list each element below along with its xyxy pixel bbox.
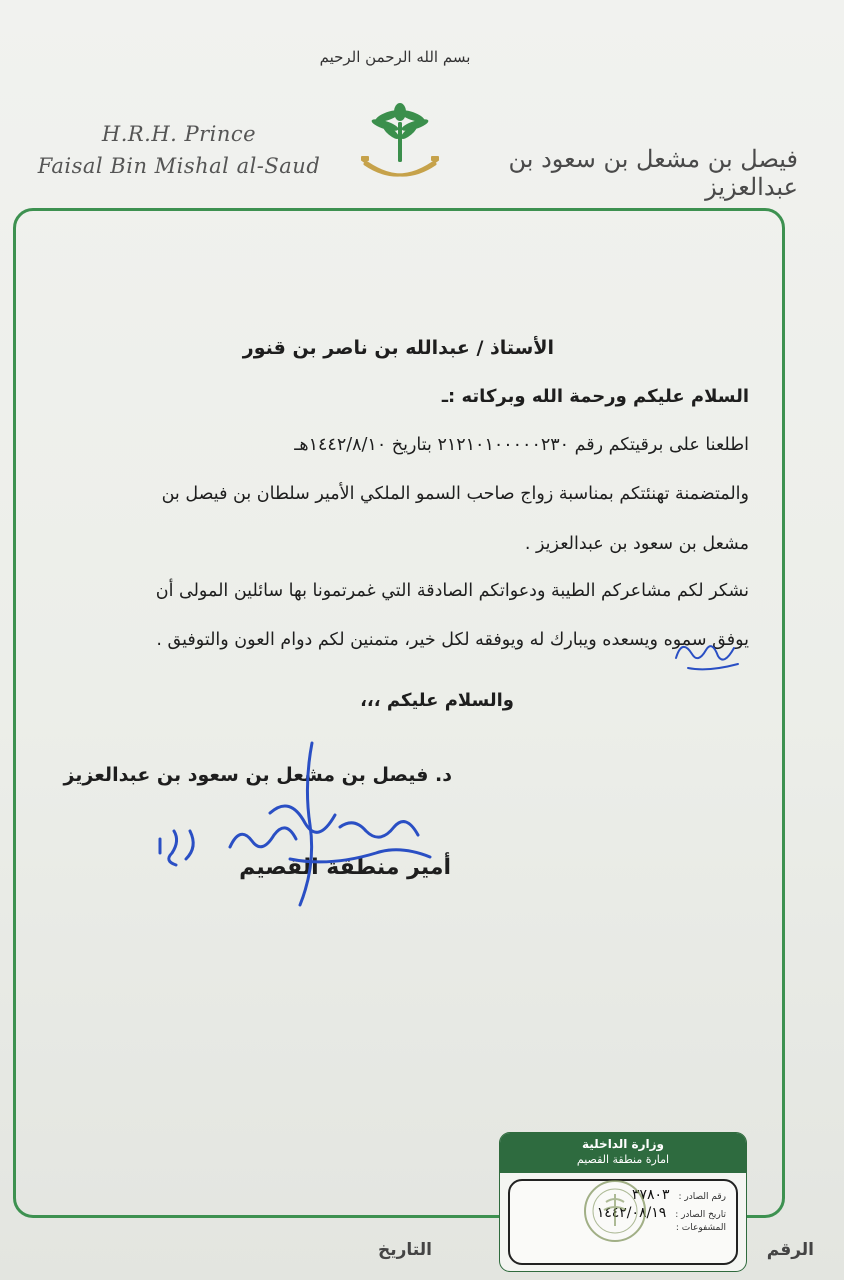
arabic-letterhead-name: فيصل بن مشعل بن سعود بن عبدالعزيز	[508, 145, 798, 201]
signatory-name: د. فيصل بن مشعل بن سعود بن عبدالعزيز	[63, 764, 452, 786]
english-letterhead	[24, 118, 334, 182]
english-title-line1: H.R.H. Prince	[101, 122, 257, 146]
greeting: السلام عليكم ورحمة الله وبركاته :ـ	[441, 386, 749, 407]
handwritten-initial	[668, 628, 748, 678]
english-title-line2: Faisal Bin Mishal al-Saud	[37, 154, 321, 178]
outgoing-number-value: ٣٧٨٠٣	[631, 1187, 670, 1203]
footer-date-label: التاريخ	[378, 1240, 432, 1260]
handwritten-signature	[140, 735, 470, 935]
stamp-header	[500, 1133, 746, 1173]
stamp-ministry: وزارة الداخلية	[581, 1137, 665, 1151]
outgoing-date-value: ١٤٤٢/٠٨/١٩	[596, 1205, 667, 1221]
outgoing-date-label: تاريخ الصادر :	[675, 1210, 726, 1220]
body-line: يوفق سموه ويسعده ويبارك له ويوفقه لكل خير، متمنين لكم دوام العون والتوفيق .	[156, 630, 749, 650]
basmala: بسم الله الرحمن الرحيم	[319, 48, 471, 66]
body-line: نشكر لكم مشاعركم الطيبة ودعواتكم الصادقة التي غمرتمونا بها سائلين المولى أن	[155, 581, 749, 601]
signatory-title: أمير منطقة القصيم	[239, 855, 451, 880]
body-line: والمتضمنة تهنئتكم بمناسبة زواج صاحب السمو الملكي الأمير سلطان بن فيصل بن	[161, 484, 749, 504]
stamp-emirate: امارة منطقة القصيم	[576, 1153, 670, 1166]
outgoing-number-label: رقم الصادر :	[678, 1192, 726, 1202]
attachments-label: المشفوعات :	[675, 1223, 726, 1233]
closing: والسلام عليكم ،،،	[360, 690, 514, 711]
saudi-emblem-icon	[355, 98, 445, 190]
footer-reference-label: الرقم	[766, 1240, 814, 1260]
letter-frame	[13, 208, 785, 1218]
addressee: الأستاذ / عبدالله بن ناصر بن قنور	[242, 337, 554, 359]
body-line: اطلعنا على برقيتكم رقم ٢١٢١٠١٠٠٠٠٠٢٣٠ بتاريخ ١٤٤٢/٨/١٠هـ	[294, 435, 749, 455]
round-seal-icon	[580, 1176, 650, 1246]
body-line: مشعل بن سعود بن عبدالعزيز .	[524, 534, 749, 554]
